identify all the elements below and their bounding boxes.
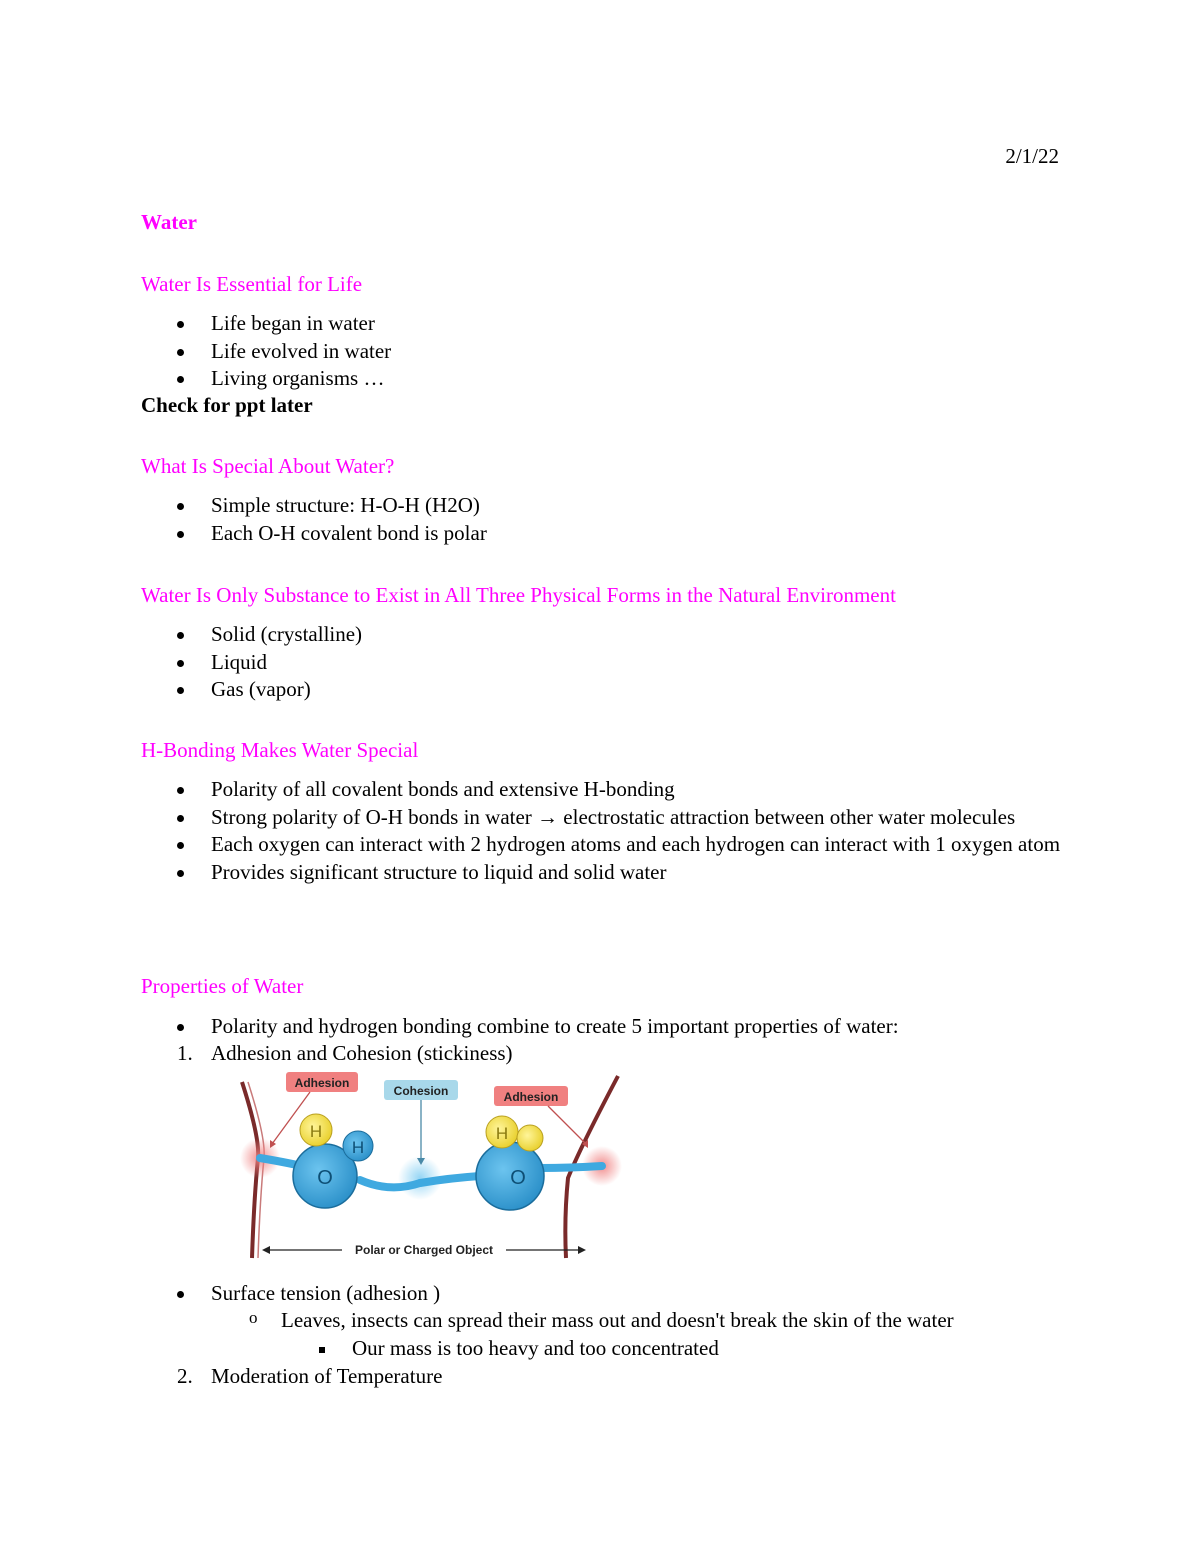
list-item: Solid (crystalline) [141, 621, 1061, 649]
list-item: Gas (vapor) [141, 676, 1061, 704]
list-item: Polarity of all covalent bonds and extensive H-bonding [141, 776, 1061, 804]
list-item: Provides significant structure to liquid and solid water [141, 859, 1061, 887]
adhesion-cohesion-diagram [230, 1068, 630, 1264]
note-bold: Check for ppt later [141, 393, 313, 417]
section-heading-hbonding: H-Bonding Makes Water Special [141, 738, 419, 762]
section-heading-special: What Is Special About Water? [141, 454, 395, 478]
list-forms [141, 621, 1061, 704]
svg-text:Adhesion: Adhesion [294, 1076, 350, 1090]
circle-marker-icon: o [249, 1308, 258, 1327]
list-item: Polarity and hydrogen bonding combine to create 5 important properties of water: [141, 1013, 1061, 1041]
svg-text:H: H [351, 1138, 365, 1157]
svg-text:H: H [495, 1124, 509, 1143]
svg-text:Adhesion: Adhesion [503, 1090, 559, 1104]
section-heading-essential: Water Is Essential for Life [141, 272, 363, 296]
list-item: Strong polarity of O-H bonds in water → electrostatic attraction between other water molecules [141, 804, 1061, 832]
list-item: Life began in water [141, 310, 1061, 338]
svg-text:O: O [510, 1167, 526, 1189]
section-heading-forms: Water Is Only Substance to Exist in All Three Physical Forms in the Natural Environment [141, 583, 896, 607]
list-item: Each oxygen can interact with 2 hydrogen atoms and each hydrogen can interact with 1 oxygen atom [141, 831, 1061, 859]
sub-sub-bullet: Our mass is too heavy and too concentrated [352, 1336, 719, 1361]
list-essential [141, 310, 1061, 393]
list-item: Surface tension (adhesion ) [141, 1280, 1061, 1308]
page-title: Water [141, 210, 197, 234]
list-item: Simple structure: H-O-H (H2O) [141, 492, 1061, 520]
svg-text:Cohesion: Cohesion [393, 1084, 449, 1098]
square-bullet-icon [319, 1347, 325, 1353]
sub-bullet: o Leaves, insects can spread their mass out and doesn't break the skin of the water [249, 1308, 954, 1332]
numbered-item-2 [141, 1363, 1061, 1391]
numbered-text: Moderation of Temperature [211, 1364, 443, 1388]
section-heading-properties: Properties of Water [141, 974, 304, 998]
list-properties [141, 1013, 1061, 1041]
list-surface-tension [141, 1280, 1061, 1308]
svg-text:O: O [317, 1167, 333, 1189]
numbered-item-1 [141, 1040, 1061, 1068]
date: 2/1/22 [1005, 144, 1059, 168]
list-number: 1. [177, 1041, 193, 1065]
polar-object-label: Polar or Charged Object [354, 1243, 494, 1257]
list-item: Life evolved in water [141, 338, 1061, 366]
list-hbonding [141, 776, 1061, 886]
list-item: Each O-H covalent bond is polar [141, 520, 1061, 548]
list-number: 2. [177, 1364, 193, 1388]
svg-text:H: H [309, 1122, 323, 1141]
list-special [141, 492, 1061, 547]
list-item: Living organisms … [141, 365, 1061, 393]
numbered-text: Adhesion and Cohesion (stickiness) [211, 1041, 513, 1065]
list-item: Liquid [141, 649, 1061, 677]
